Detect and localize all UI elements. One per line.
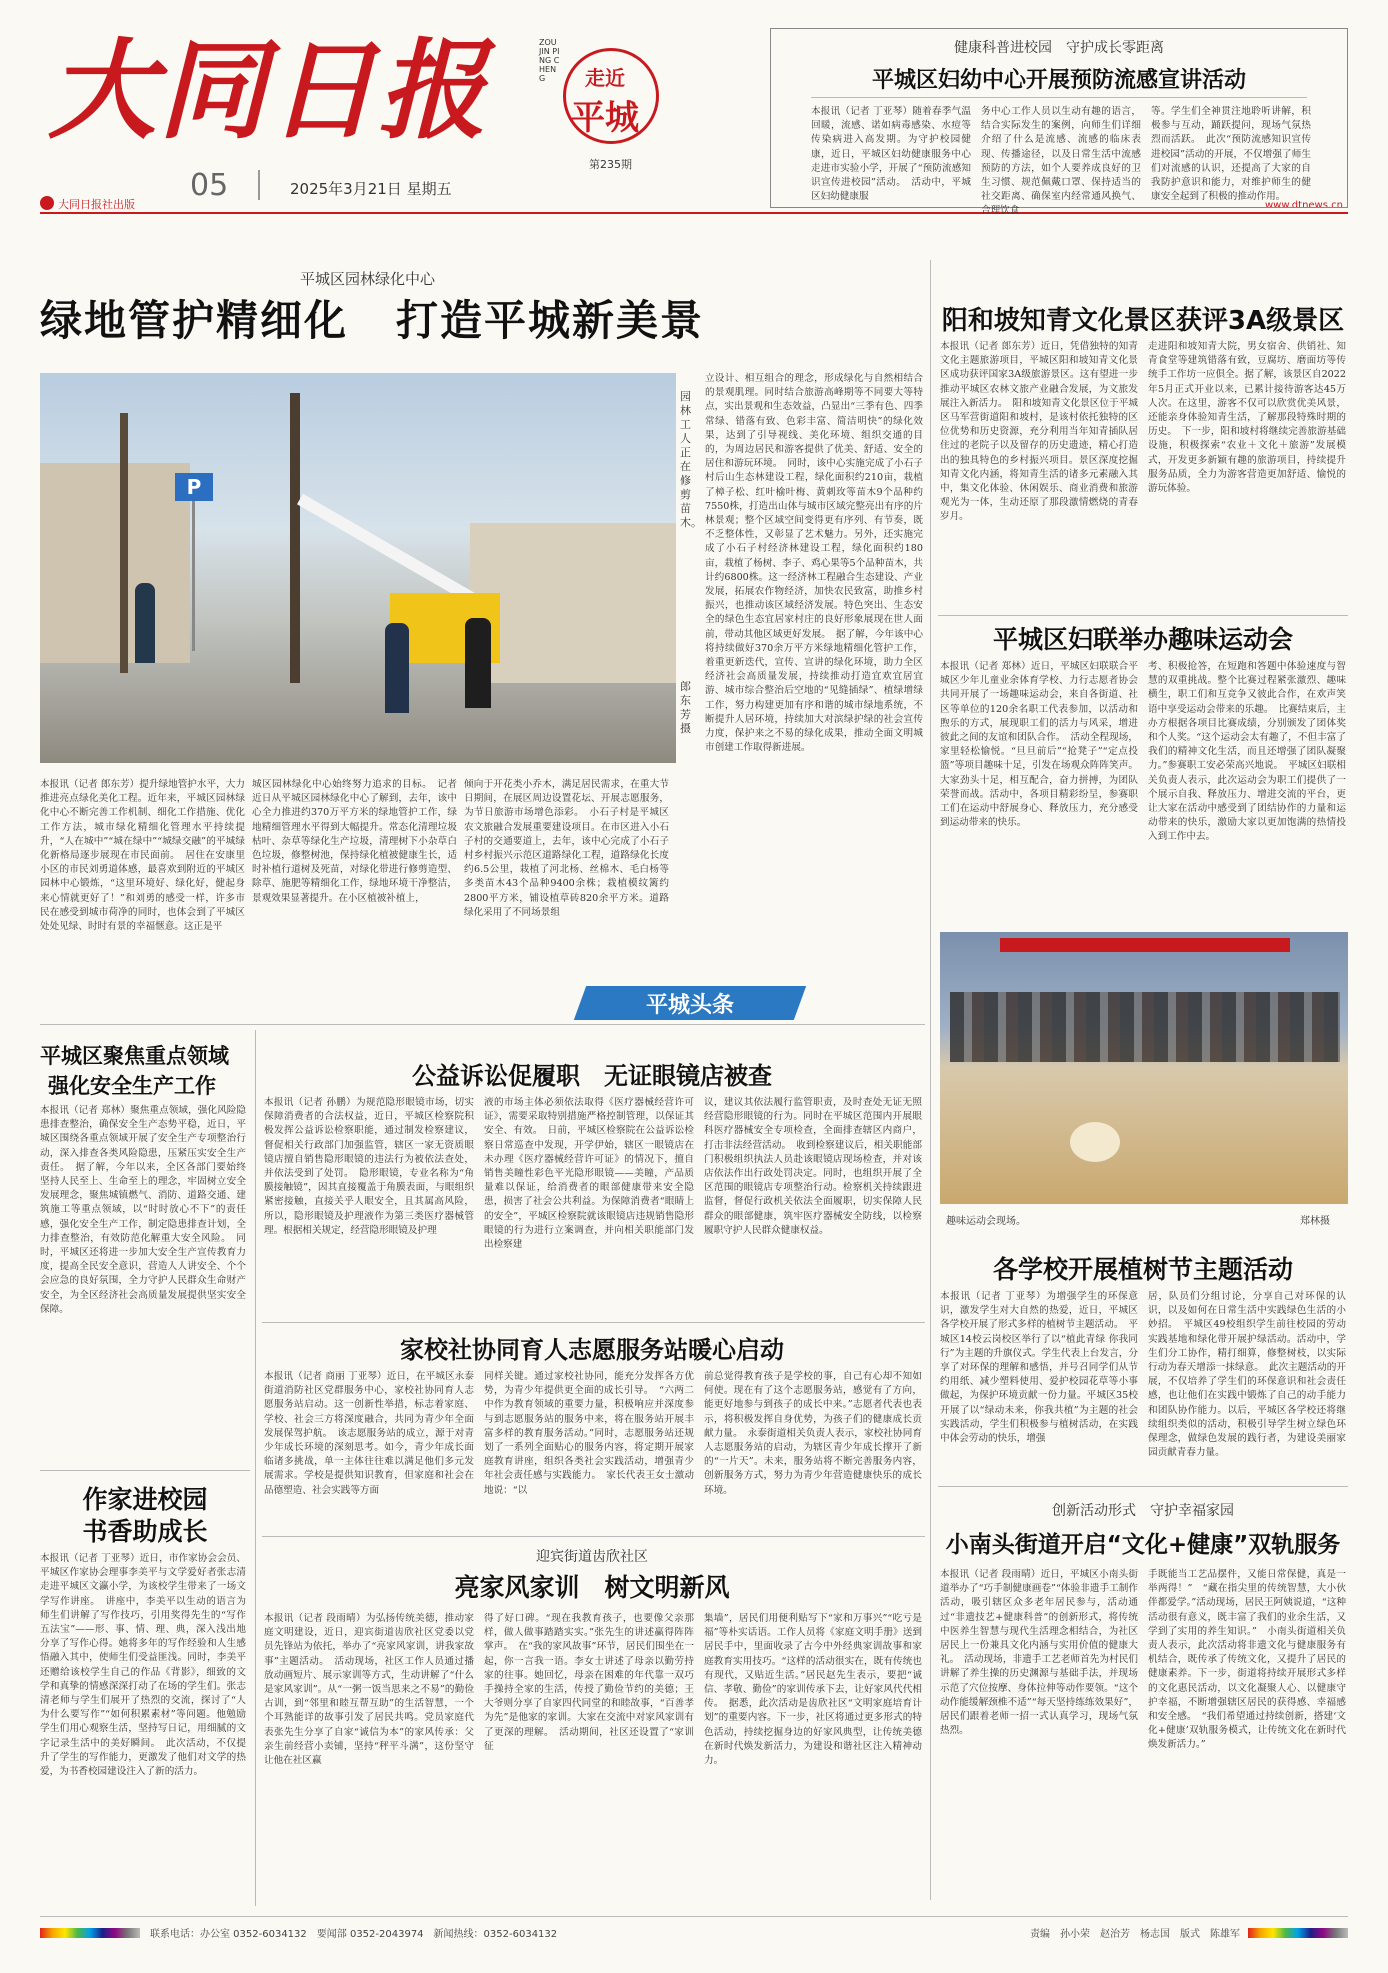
worker-2 — [385, 623, 409, 713]
story-volunteer-col2: 同样关键。通过家校社协同，能充分发挥各方优势，为青少年提供更全面的成长引导。 “六两二中作为教育领域的重要力量，积极响应并深度参与到志愿服务站的服务中来，将在服务站开展丰富多样的教育服务活动。”同时，志愿服务站还规划了一系列全面贴心的服务内容，将定期开展家庭教育讲座，组织各类社会实践活动，增强青少年社会责任感与实践能力。 家长代表王女士激动地说：“以 — [484, 1371, 694, 1496]
story-trees-title: 各学校开展植树节主题活动 — [992, 1255, 1293, 1284]
lead-photo-credit: 郎东芳摄 — [680, 680, 691, 735]
color-bar-left — [40, 1928, 140, 1938]
masthead — [40, 18, 760, 223]
lead-title — [40, 288, 920, 348]
lead-text-right: 立设计、相互组合的理念，形成绿化与自然相结合的景观肌理。同时结合旅游高峰期等不同要大等特点，实出景观和生态效益，凸显出“三季有色、四季常绿、错落有致、色彩丰富、简洁明快”的绿化效果，达到了引导视线、美化环境、组织交通的目的，为周边居民和游客提供了优美、舒适、安全的居住和游玩环境。 同时，该中心实施完成了小石子村后山生态林建设工程，绿化面积约210亩，栽植了樟子松、红叶榆叶梅、黄刺玫等苗木9个品种约7550株，打造出山体与城市区域完整亮出有序的片林景观；整个区域空间变得更有序列、有节奏，既不乏整体性，又彰显了艺术魅力。另外，还实施完成了小石子村经济林建设工程，绿化面积约180亩，栽植了杨树、李子、鸡心果等5个品种苗木，共计约6800株。这一经济林工程融合生态建设、产业发展，拓展农作物经济，加快农民致富，助推乡村振兴，也推动该区域经济发展。特色突出、生态安全的绿色生态宜居家村庄的良好形象展现在世人面前，带动其他区域更好发展。 据了解，今年该中心将持续做好370余万平方米绿地精细化管护工作，着重更新迭代，宣传、宣讲的绿化环境，助力全区经济社会高质量发展，持续推动打造宜欢宜居宜游、城市综合整治后空地的“见缝插绿”、植绿增绿工作，努力构建更加有序和谐的城市绿地系统，不断提升人居环境，持续加大对滨绿护绿的社会宣传力度，保护来之不易的绿化成果，推动全面文明城市创建工作取得新进展。 — [705, 373, 923, 754]
story-safety-rule — [40, 1470, 250, 1471]
story-family-kicker: 迎宾街道齿欣社区 — [536, 1549, 648, 1565]
story-writer-title-line1: 作家进校园 — [82, 1485, 208, 1514]
story-xiaonan-kicker: 创新活动形式 守护幸福家园 — [1052, 1503, 1234, 1519]
story-volunteer-col3: 前总觉得教育孩子是学校的事，自己有心却不知如何使。现在有了这个志愿服务站，感觉有了方向，能更好地参与到孩子的成长中来。”志愿者代表也表示，将积极发挥自身优势，为孩子们的健康成长贡献力量。 永泰街道相关负责人表示，家校社协同育人志愿服务站的启动，为辖区青少年成长撑开了新的“一片天”。未来，服务站将不断完善服务内容，创新服务方式，努力为青少年营造健康快乐的成长环境。 — [704, 1371, 922, 1496]
lead-photo-caption: 园林工人正在修剪苗木。 — [680, 390, 702, 529]
issue-date: 2025年3月21日 星期五 — [290, 180, 452, 198]
building-left — [40, 463, 190, 663]
lead-kicker: 平城区园林绿化中心 — [300, 270, 436, 288]
left-column-divider — [255, 1030, 256, 1906]
top-story — [770, 28, 1348, 217]
story-xiaonan-col2: 手既能当工艺品摆件，又能日常保健，真是一举两得！” “藏在指尖里的传统智慧，大小伙伴都爱学。”活动现场，居民王阿姨说道，“这种活动很有意义，既丰富了我们的业余生活，又学到了实用的养生知识。” 小南头街道相关负责人表示，此次活动将非遗文化与健康服务有机结合，既传承了传统文化，又提升了居民的健康素养。下一步，街道将持续开展形式多样的文化惠民活动，以文化凝聚人心、以健康守护幸福，不断增强辖区居民的获得感、幸福感和安全感。 “我们希望通过持续创新，搭建‘文化+健康’双轨服务模式，让传统文化在新时代焕发新活力。” — [1148, 1569, 1346, 1751]
color-bar-right — [1248, 1928, 1348, 1938]
worker-1 — [135, 583, 155, 663]
footer-rule — [40, 1916, 1348, 1917]
top-story-title: 平城区妇幼中心开展预防流感宣讲活动 — [871, 68, 1246, 93]
story-xiaonan-title: 小南头街道开启“文化+健康”双轨服务 — [945, 1532, 1341, 1558]
sports-photo — [940, 932, 1348, 1204]
website: www.dtnews.cn — [1265, 200, 1343, 211]
story-court-rule — [262, 1322, 925, 1323]
publisher-logo-icon — [40, 196, 54, 210]
issue-number: 第235期 — [589, 158, 632, 171]
story-xiaonan-col1: 本报讯（记者 段雨晴）近日，平城区小南头街道举办了“巧手制健康画卷”“体验非遗手工制作活动，吸引辖区众多老年居民参与，活动通过“非遗技艺+健康科普”的创新形式，将传统中医养生智慧与现代生活理念相结合，为社区居民上一份兼具文化内涵与实用价值的健康大礼。 活动现场，非遗手工艺老师首先为村民们讲解了养生操的历史渊源与基础手法，并现场示范了穴位按摩、身体拉伸等动作要领。“这个动作能缓解颈椎不适”“每天坚持练练效果好”，居民们跟着老师一招一式认真学习，现场气氛热烈。 — [940, 1569, 1138, 1737]
lead-bottom-rule — [40, 1024, 925, 1025]
story-volunteer-title: 家校社协同育人志愿服务站暖心启动 — [400, 1336, 784, 1364]
sign-pole — [192, 501, 195, 651]
worker-3 — [465, 618, 491, 708]
story-volunteer-rule — [262, 1536, 925, 1537]
balloon-target — [1070, 1122, 1120, 1162]
crowd — [950, 992, 1340, 1062]
story-women-col1: 本报讯（记者 郑林）近日，平城区妇联联合平城区少年儿童业余体育学校、力行志愿者协会共同开展了一场趣味运动会，来自各街道、社区等单位的120余名职工代表参加，以活动和煦乐的方式，展现职工们的活力与风采，增进彼此之间的友谊和团队合作。 活动全程现场，家里轻松愉悦。“旦旦前后”“抢凳子”“定点投篮”等项目趣味十足，引发在场观众阵阵笑声。大家劲头十足，相互配合，奋力拼搏，为团队荣誉而战。活动中，各项目精彩纷呈，参赛职工们在运动中舒展身心、释放压力，充分感受到运动带来的快乐。 — [940, 661, 1138, 829]
story-family-col3: 集墙”，居民们用便利贴写下“家和万事兴”“吃亏是福”等朴实话语。工作人员将《家庭文明手册》送到居民手中，里面收录了古今中外经典家训故事和家庭教育实用技巧。“这样的活动很实在，既有传统也有现代，又贴近生活。”居民赵先生表示，要把“诚信、孝敬、勤俭”的家训传承下去，让好家风代代相传。 据悉，此次活动是齿欣社区“文明家庭培育计划”的重要内容。下一步，社区将通过更多形式的特色活动，持续挖掘身边的好家风典型，让传统美德在新时代焕发新活力，为建设和谐社区注入精神动力。 — [704, 1613, 922, 1767]
boom-arm — [297, 494, 476, 604]
story-safety-body: 本报讯（记者 郑林）聚焦重点领域，强化风险隐患排查整治，确保安全生产态势平稳，近日，平城区围绕各重点领域开展了安全生产专项整治行动，深入排查各类风险隐患，压紧压实安全生产责任。 据了解，今年以来，全区各部门要始终坚持人民至上、生命至上的理念，牢固树立安全发展理念，聚焦城镇燃气、消防、道路交通、建筑施工等重点领域，以“时时放心不下”的责任感，强化安全生产工作，制定隐患排查计划，全力排查整治，有效防范化解重大安全风险。 同时，平城区还将进一步加大安全生产宣传教育力度，提高全民安全意识，营造人人讲安全、个个会应急的良好氛围，全力守护人民群众生命财产安全，为全区经济社会高质量发展提供坚实安全保障。 — [40, 1105, 246, 1315]
parking-sign: P — [175, 473, 213, 501]
masthead-rule — [40, 212, 1348, 214]
top-story-col3: 等。学生们全神贯注地聆听讲解，积极参与互动，踊跃提问，现场气氛热烈而活跃。 此次“预防流感知识宣传进校园”活动的开展，不仅增强了师生们对流感的认识，还提高了大家的自我防护意识和能力，对维护师生的健康安全起到了积极的推动作用。 — [1151, 106, 1311, 203]
story-writer-body: 本报讯（记者 丁亚琴）近日，市作家协会会员、平城区作家协会理事李美平与文学爱好者张志清走进平城区文瀛小学，为该校学生带来了一场文学写作讲座。 讲座中，李美平以生动的语言为师生们讲解了写作技巧，引用奖得先生的“写作五法宝”——形、事、情、理、典，深入浅出地分享了写作心得。她将多年的写作经验和人生感悟融入其中，使师生们受益匪浅。同时，李美平还赠给该校学生自己的作品《背影》，细致的文学和真挚的情感深深打动了在场的学生们。张志清老师与学生们展开了热烈的交流，探讨了“人为什么要写作”“如何积累素材”等问题。他勉励学生们用心观察生活，坚持写日记，用细腻的文字记录生活中的美好瞬间。 此次活动，不仅提升了学生的写作能力，更激发了他们对文学的热爱，为书香校园建设注入了新的活力。 — [40, 1553, 246, 1778]
footer-editor: 责编 孙小荣 赵治芳 杨志国 版式 陈雄军 — [1030, 1929, 1240, 1940]
column-name: 平城 — [571, 98, 639, 138]
lead-col1: 本报讯（记者 郎东芳）提升绿地管护水平，大力推进亮点绿化美化工程。近年来，平城区园林绿化中心不断完善工作机制、细化工作措施、优化工作方法，城市绿化精细化管理水平持续提升，“人在城中”“城在绿中”“城绿交融”的平城绿化新格局逐步展现在市民面前。 居住在安康里小区的市民刘勇道体感，最喜欢到附近的平城区园林中心锻炼，“这里环境好、绿化好，健起身来心情就更好了！”和刘勇的感受一样，许多市民在感受到城市荷净的同时，也体会到了平城区处处见绿、时时有景的幸福惬意。这正是平 — [40, 779, 245, 933]
story-court-title: 公益诉讼促履职 无证眼镜店被查 — [412, 1062, 772, 1090]
story-safety-title-line2: 强化安全生产工作 — [48, 1074, 216, 1098]
story-3a-rule — [938, 615, 1348, 616]
paper-name-logo: 大同日报 — [48, 28, 489, 154]
lead-title-part2: 打造平城新美景 — [396, 296, 705, 345]
building-right — [470, 523, 676, 683]
lead-col3: 倾向于开花类小乔木，满足居民需求，在重大节日期间，在展区周边设置花坛、开展志愿服务，为节日旅游市场增色添彩。 小石子村是平城区农文旅融合发展重要建设项目。在市区进入小石子村的交通要道上，去年，该中心完成了小石子村乡村振兴示范区道路绿化工程，道路绿化长度约6.5公里，栽植了河北杨、丝棉木、毛白杨等多类苗木43个品种9400余株；栽植模纹篱约2800平方米，铺设植草砖820余平方米。道路绿化采用了不同场景组 — [464, 779, 669, 918]
top-story-col2: 务中心工作人员以生动有趣的语言，结合实际发生的案例，向师生们详细介绍了什么是流感、流感的临床表现、传播途径，以及日常生活中流感预防的方法，如个人要养成良好的卫生习惯、规范佩戴口罩、保持适当的社交距离、确保室内经常通风换气、合理饮食 — [981, 106, 1141, 217]
story-family-col2: 得了好口碑。“现在我教育孩子，也要像父亲那样，做人做事踏踏实实。”张先生的讲述赢得阵阵掌声。 在“我的家风故事”环节，居民们围坐在一起，你一言我一语。李女士讲述了母亲以勤劳持家的往事。她回忆，母亲在困难的年代靠一双巧手操持全家的生活，传授了勤俭节约的美德；王大爷则分享了自家四代同堂的和睦故事，“百善孝为先”是他家的家训。大家在交流中对家风家训有了更深的理解。 活动期间，社区还设置了“家训征 — [484, 1613, 694, 1752]
story-family-col1: 本报讯（记者 段雨晴）为弘扬传统美德，推动家庭文明建设，近日，迎宾街道齿欣社区党委以党员先锋站为依托，举办了“亮家风家训，讲我家故事”主题活动。 活动现场，社区工作人员通过播放动画短片、展示家训等方式，生动讲解了“什么是家风家训”。从“一粥一饭当思来之不易”的勤俭古训，到“邻里和睦互帮互助”的生活智慧，一个个耳熟能详的故事引发了居民共鸣。党员家庭代表张先生分享了自家“诚信为本”的家风传承：父亲生前经营小卖铺，坚持“秤平斗满”，这份坚守让他在社区赢 — [264, 1613, 474, 1767]
story-court-col1: 本报讯（记者 孙鹏）为规范隐形眼镜市场，切实保障消费者的合法权益，近日，平城区检察院积极发挥公益诉讼检察职能，通过制发检察建议，督促相关行政部门加强监管，辖区一家无资质眼镜店擅自销售隐形眼镜的违法行为被依法查处，并依法受到了处罚。 隐形眼镜，专业名称为“角膜接触镜”，因其直接覆盖于角膜表面，与眼组织紧密接触，直接关乎人眼安全，且其属高风险，所以，隐形眼镜及护理液作为第三类医疗器械管理。根据相关规定，经营隐形眼镜及护理 — [264, 1097, 474, 1236]
publisher: 大同日报社出版 — [58, 198, 135, 211]
story-writer-title-line2: 书香助成长 — [82, 1517, 208, 1546]
story-3a-title: 阳和坡知青文化景区获评3A级景区 — [941, 306, 1345, 336]
lead-col2: 城区园林绿化中心始终努力追求的目标。 记者近日从平城区园林绿化中心了解到，去年，该中心全力推进约370万平方米的绿地管护工作，绿地精细管理水平得到大幅提升。常态化清理垃圾枯叶、杂草等绿化生产垃圾，清理树下小杂草白色垃圾，修整树池，保持绿化植被健康生长，适时补植行道树及死苗，对绿化带进行修剪造型、除草、施肥等精细化工作，绿地环境干净整洁，景观效果显著提升。在小区植被补植上， — [252, 779, 457, 904]
gym-banner — [1000, 938, 1290, 952]
column-pinyin: ZOU JIN PING CHENG — [539, 38, 560, 83]
top-story-col1: 本报讯（记者 丁亚琴）随着春季气温回暖，流感、诺如病毒感染、水痘等传染病进入高发期。为守护校园健康，近日，平城区妇幼健康服务中心走进市实验小学，开展了“预防流感知识宣传进校园”活动。 活动中，平城区妇幼健康服 — [811, 106, 971, 203]
story-women-title: 平城区妇联举办趣味运动会 — [992, 625, 1293, 654]
story-court-col2: 液的市场主体必须依法取得《医疗器械经营许可证》，需要采取特别措施严格控制管理，以保证其安全、有效。 日前，平城区检察院在公益诉讼检察日常巡查中发现，开学伊始，辖区一眼镜店在未办理《医疗器械经营许可证》的情况下，擅自销售美瞳性彩色平光隐形眼镜——美瞳，产品质量难以保证，给消费者的眼部健康带来安全隐患，损害了社会公共利益。为保障消费者“眼睛上的安全”，平城区检察院就该眼镜店违规销售隐形眼镜的行为进行立案调查，并向相关职能部门发出检察建 — [484, 1097, 694, 1251]
tree-left — [120, 413, 128, 673]
story-3a-col2: 走进阳和坡知青大院，男女宿舍、供销社、知青食堂等建筑错落有致，豆腐坊、磨面坊等传统手工作坊一应俱全。据了解，该景区自2022年5月正式开业以来，已累计接待游客达45万人次。在这里，游客不仅可以欣赏优美风景，还能亲身体验知青生活，了解那段特殊时期的历史。 下一步，阳和坡村将继续完善旅游基础设施，积极探索“农业＋文化＋旅游”发展模式，开发更多新颖有趣的旅游项目，持续提升服务品质，全力为游客营造更加舒适、愉悦的游玩体验。 — [1148, 341, 1346, 495]
page-number-divider — [258, 170, 260, 200]
headline-banner-label: 平城头条 — [645, 993, 734, 1018]
story-safety-title-line1: 平城区聚焦重点领域 — [40, 1044, 229, 1068]
page-number: 05 — [190, 168, 229, 203]
story-trees-rule — [938, 1486, 1348, 1487]
column-pre: 走近 — [585, 66, 625, 90]
column-badge — [539, 38, 660, 178]
story-family-title: 亮家风家训 树文明新风 — [454, 1573, 730, 1602]
footer-phone: 联系电话：办公室 0352-6034132 要闻部 0352-2043974 新闻热线：0352-6034132 — [150, 1929, 558, 1940]
sports-photo-credit: 郑林摄 — [1300, 1216, 1330, 1227]
tree-right — [290, 393, 300, 683]
story-women-col2: 考、积极抢答，在短跑和答题中体验速度与智慧的双重挑战。整个比赛过程紧张激烈、趣味横生，职工们和互竞争又彼此合作，在欢声笑语中享受运动会带来的乐趣。 比赛结束后，主办方根据各项目比赛成绩，分别颁发了团体奖和个人奖。“这个运动会太有趣了，不但丰富了我们的精神文化生活，而且还增强了团队凝聚力。”参赛职工安必荣高兴地说。 平城区妇联相关负责人表示，此次运动会为职工们提供了一个展示自我、释放压力、增进交流的平台，更让大家在活动中感受到了团结协作的力量和运动带来的快乐，激励大家以更加饱满的热情投入到工作中去。 — [1148, 661, 1346, 843]
lead-photo — [40, 373, 676, 763]
lead-title-part1: 绿地管护精细化 — [40, 296, 349, 345]
story-volunteer-col1: 本报讯（记者 商丽 丁亚琴）近日，在平城区永泰街道消防社区党群服务中心，家校社协同育人志愿服务站启动。这一创新性举措，标志着家庭、学校、社会三方将深度融合，共同为青少年全面发展保驾护航。 该志愿服务站的成立，源于对青少年成长环境的深刻思考。如今，青少年成长面临诸多挑战，单一主体往往难以满足他们多元发展需求。学校是提供知识教育，但家庭和社会在品德塑造、社会实践等方面 — [264, 1371, 474, 1496]
right-column-divider — [930, 260, 931, 1900]
story-court-col3: 议，建议其依法履行监管职责，及时查处无证无照经营隐形眼镜的行为。同时在平城区范围内开展眼科医疗器械安全专项检查，全面排查辖区内商户，打击非法经营活动。 收到检察建议后，相关职能部门积极组织执法人员赴该眼镜店现场检查，并对该店依法作出行政处罚决定。同时，也组织开展了全区范围的眼镜店专项整治行动。检察机关持续跟进监督，督促行政机关依法全面履职，切实保障人民群众的眼部健康，筑牢医疗器械安全防线，以检察履职守护人民群众健康权益。 — [704, 1097, 922, 1236]
story-trees-col1: 本报讯（记者 丁亚琴）为增强学生的环保意识，激发学生对大自然的热爱，近日，平城区各学校开展了形式多样的植树节主题活动。 平城区14校云岗校区举行了以“植此青绿 你我同行”为主题的升旗仪式。学生代表上台发言，分享了对环保的理解和感悟，并号召同学们从节约用纸、减少塑料使用、爱护校园花草等小事做起，为保护环境贡献一份力量。平城区35校开展了以“绿动未来，你我共植”为主题的社会实践活动，学生们积极参与植树活动，在实践中体会劳动的快乐，增强 — [940, 1291, 1138, 1445]
top-story-kicker: 健康科普进校园 守护成长零距离 — [954, 40, 1164, 56]
story-3a-col1: 本报讯（记者 郎东芳）近日，凭借独特的知青文化主题旅游项目，平城区阳和坡知青文化景区成功获评国家3A级旅游景区。这有望进一步推动平城区农林文旅产业融合发展，为文旅发展注入新活力。 阳和坡知青文化景区位于平城区马军营街道阳和坡村，是该村依托独特的区位优势和历史资源，充分利用当年知青插队居住过的老院子以及留存的历史遗迹，精心打造出的独具特色的乡村振兴项目。景区深度挖掘知青文化内涵，将知青生活的诸多元素融入其中，集文化体验、休闲娱乐、商业消费和旅游观光为一体，生动还原了那段激情燃烧的青春岁月。 — [940, 341, 1138, 523]
sports-photo-caption: 趣味运动会现场。 — [946, 1216, 1026, 1227]
story-trees-col2: 居，队员们分组讨论，分享自己对环保的认识，以及如何在日常生活中实践绿色生活的小妙招。 平城区49校组织学生前往校园的劳动实践基地和绿化带开展护绿活动。活动中，学生们分工协作，精打细算，修整树枝，以实际行动为春天增添一抹绿意。 此次主题活动的开展，不仅培养了学生们的环保意识和社会责任感，也让他们在实践中锻炼了自己的动手能力和团队协作能力。以后，平城区各学校还将继续组织类似的活动，积极引导学生树立绿色环保理念，做绿色发展的践行者，为建设美丽家园贡献青春力量。 — [1148, 1291, 1346, 1459]
top-story-rule — [811, 97, 1307, 98]
